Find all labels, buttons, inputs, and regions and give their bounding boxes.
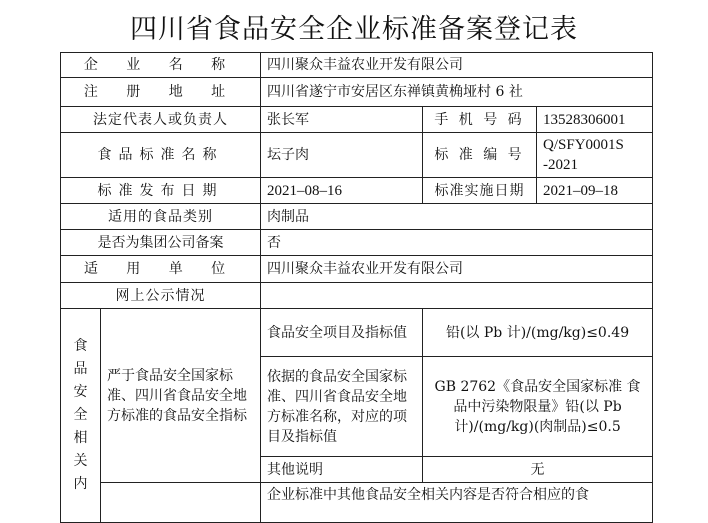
standard-name-value: 坛子肉 xyxy=(261,133,423,178)
table-row xyxy=(61,230,653,256)
table-row xyxy=(61,133,653,178)
food-category-value: 肉制品 xyxy=(261,204,653,230)
stricter-indicators-label: 严于食品安全国家标准、四川省食品安全地方标准的食品安全指标 xyxy=(101,309,261,483)
online-publicity-label: 网上公示情况 xyxy=(61,283,261,309)
company-name-value: 四川聚众丰益农业开发有限公司 xyxy=(261,53,653,78)
document-title: 四川省食品安全企业标准备案登记表 xyxy=(130,14,578,45)
safety-item-label: 食品安全项目及指标值 xyxy=(261,309,423,357)
table-row xyxy=(61,283,653,309)
registered-address-label: 注 册 地 址 xyxy=(61,78,261,107)
food-safety-section-label: 食 品 安 全 相 关 内 xyxy=(61,309,101,523)
company-name-label: 企 业 名 称 xyxy=(61,53,261,78)
legal-representative-value: 张长军 xyxy=(261,107,423,133)
standard-name-label: 食品标准名称 xyxy=(61,133,261,178)
safety-item-value: 铅(以 Pb 计)/(mg/kg)≤0.49 xyxy=(423,309,653,357)
table-row xyxy=(61,53,653,78)
effective-date-value: 2021–09–18 xyxy=(537,178,653,204)
table-row xyxy=(61,483,653,523)
phone-label: 手 机 号 码 xyxy=(423,107,537,133)
group-filing-label: 是否为集团公司备案 xyxy=(61,230,261,256)
publish-date-label: 标准发布日期 xyxy=(61,178,261,204)
publish-date-value: 2021–08–16 xyxy=(261,178,423,204)
conformity-blank-cell xyxy=(101,483,261,523)
effective-date-label: 标准实施日期 xyxy=(423,178,537,204)
phone-value: 13528306001 xyxy=(537,107,653,133)
standard-number-value: Q/SFY0001S -2021 xyxy=(537,133,653,178)
table-row xyxy=(61,78,653,107)
conformity-question: 企业标准中其他食品安全相关内容是否符合相应的食 xyxy=(261,483,653,523)
food-category-label: 适用的食品类别 xyxy=(61,204,261,230)
other-notes-label: 其他说明 xyxy=(261,457,423,483)
applicable-unit-label: 适 用 单 位 xyxy=(61,256,261,283)
applicable-unit-value: 四川聚众丰益农业开发有限公司 xyxy=(261,256,653,283)
registration-form-table xyxy=(60,52,653,523)
table-row xyxy=(61,204,653,230)
registered-address-value: 四川省遂宁市安居区东禅镇黄桷垭村 6 社 xyxy=(261,78,653,107)
legal-representative-label: 法定代表人或负责人 xyxy=(61,107,261,133)
online-publicity-value xyxy=(261,283,653,309)
other-notes-value: 无 xyxy=(423,457,653,483)
table-row xyxy=(61,309,653,357)
table-row xyxy=(61,178,653,204)
table-row xyxy=(61,107,653,133)
basis-standard-label: 依据的食品安全国家标准、四川省食品安全地方标准名称，对应的项目及指标值 xyxy=(261,357,423,457)
basis-standard-value: GB 2762《食品安全国家标准 食品中污染物限量》铅(以 Pb 计)/(mg/kg)(肉制品)≤0.5 xyxy=(423,357,653,457)
table-row xyxy=(61,256,653,283)
standard-number-label: 标 准 编 号 xyxy=(423,133,537,178)
group-filing-value: 否 xyxy=(261,230,653,256)
